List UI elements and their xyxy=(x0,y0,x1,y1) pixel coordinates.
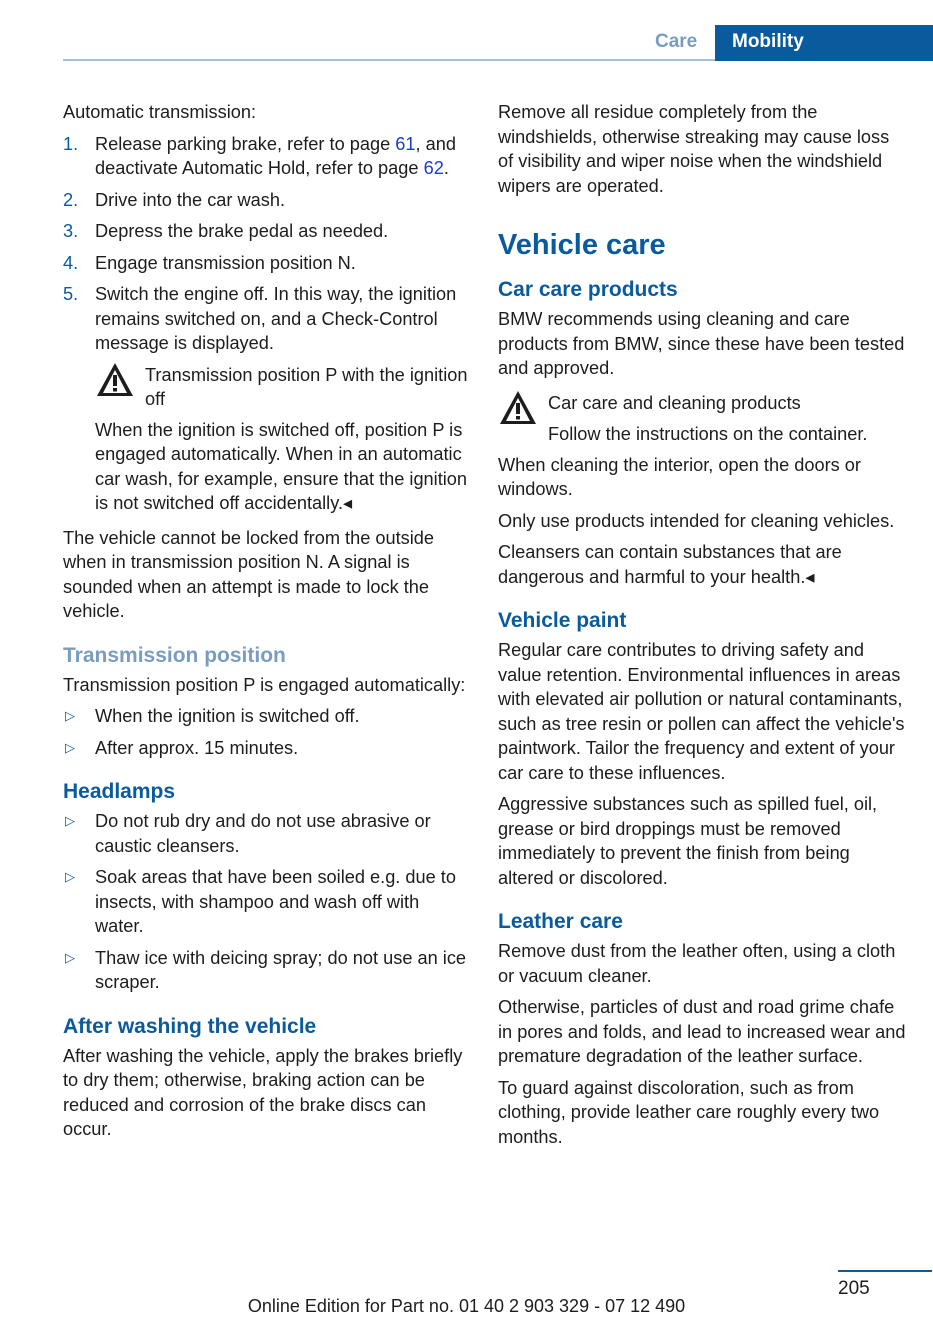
step-number: 4. xyxy=(63,252,79,273)
triangle-bullet-icon: ▷ xyxy=(65,949,75,965)
interior-text: When cleaning the interior, open the doors or windows. xyxy=(498,454,861,499)
step-text: Drive into the car wash. xyxy=(95,189,286,210)
page-number: 205 xyxy=(838,1278,870,1299)
header-section-care[interactable]: Care xyxy=(655,31,698,52)
lock-note: The vehicle cannot be locked from the outside when in transmission position N. A signal is sounded when an attempt is made to lock the vehicle. xyxy=(63,527,435,621)
chapter-label: Mobility xyxy=(732,31,804,52)
leather-text-2: Otherwise, particles of dust and road grime chafe in pores and folds, and lead to increased wear and premature degradation of the leather surface. xyxy=(498,997,906,1066)
header-chapter-mobility[interactable] xyxy=(715,25,933,61)
only-use-text: Only use products intended for cleaning vehicles. xyxy=(498,510,895,531)
step-text: . xyxy=(443,158,449,178)
item-text: When the ignition is switched off. xyxy=(95,706,360,726)
triangle-bullet-icon: ▷ xyxy=(65,813,75,828)
after-washing-heading: After washing the vehicle xyxy=(63,1014,317,1038)
warning-body: When the ignition is switched off, position P is engaged automatically. When in an automatic car wash, for example, ensure that the ignition is not switched off accidentally.◂ xyxy=(95,419,468,513)
list-item xyxy=(63,865,470,939)
vehicle-paint-heading: Vehicle paint xyxy=(498,609,627,632)
step-number: 3. xyxy=(63,221,79,241)
list-item xyxy=(63,251,470,276)
step-text: Depress the brake pedal as needed. xyxy=(95,221,389,241)
step-number: 5. xyxy=(63,284,79,304)
headlamps-list xyxy=(63,809,470,995)
item-text: Soak areas that have been soiled e.g. due to insects, with shampoo and wash off with water. xyxy=(95,867,456,936)
car-care-products-heading: Car care products xyxy=(498,278,678,301)
list-item xyxy=(63,188,470,213)
left-column xyxy=(63,100,470,1149)
list-item xyxy=(63,132,470,181)
cleansers-text: Cleansers can contain substances that are dangerous and harmful to your health.◂ xyxy=(498,542,842,587)
warning-heading-row xyxy=(95,363,470,412)
triangle-bullet-icon: ▷ xyxy=(65,708,75,723)
leather-care-heading: Leather care xyxy=(498,910,623,933)
transmission-position-heading: Transmission position xyxy=(63,643,286,667)
triangle-bullet-icon: ▷ xyxy=(65,869,75,884)
warning-body: Follow the instructions on the container. xyxy=(548,424,868,444)
paint-text-1: Regular care contributes to driving safety and value retention. Environmental influences in areas with elevated air pollution or natural contaminants, such as tree resin or pollen can affect the vehicle's paintwork. Tailor the frequency and extent of your car care to these influences. xyxy=(498,640,905,783)
step-text: , and deactivate Automatic Hold, refer to page xyxy=(95,133,456,178)
transmission-list xyxy=(63,704,470,760)
warning-triangle-icon xyxy=(498,389,538,427)
car-care-products-text: BMW recommends using cleaning and care products from BMW, since these have been tested and approved. xyxy=(498,309,905,378)
list-item xyxy=(63,946,470,995)
list-item xyxy=(63,736,470,761)
list-item xyxy=(63,282,470,356)
warning-title: Transmission position P with the ignition off xyxy=(145,364,468,409)
step-number: 2. xyxy=(63,189,79,210)
list-item xyxy=(63,704,470,729)
warning-title: Car care and cleaning products xyxy=(548,392,801,413)
item-text: Do not rub dry and do not use abrasive or caustic cleansers. xyxy=(95,811,431,856)
right-column xyxy=(498,100,908,1156)
vehicle-care-heading: Vehicle care xyxy=(498,229,666,261)
transmission-position-text: Transmission position P is engaged automatically: xyxy=(63,674,466,695)
warning-triangle-icon xyxy=(95,361,135,399)
paint-text-2: Aggressive substances such as spilled fuel, oil, grease or bird droppings must be removed immediately to prevent the finish from being altered or discolored. xyxy=(498,794,878,888)
page-number-rule xyxy=(838,1270,932,1272)
step-number: 1. xyxy=(63,133,79,154)
list-item xyxy=(63,219,470,244)
leather-text-3: To guard against discoloration, such as from clothing, provide leather care roughly every two months. xyxy=(498,1077,880,1147)
item-text: Thaw ice with deicing spray; do not use an ice scraper. xyxy=(95,947,467,992)
warning-block-transmission xyxy=(63,363,470,516)
item-text: After approx. 15 minutes. xyxy=(95,737,299,758)
list-item xyxy=(63,809,470,858)
headlamps-heading: Headlamps xyxy=(63,780,176,803)
step-text: Release parking brake, refer to page xyxy=(95,133,396,154)
steps-list xyxy=(63,132,470,356)
residue-text: Remove all residue completely from the windshields, otherwise streaking may cause loss of visibility and wiper noise when the windshield wipers are operated. xyxy=(498,102,890,196)
after-washing-text: After washing the vehicle, apply the brakes briefly to dry them; otherwise, braking action can be reduced and corrosion of the brake discs can occur. xyxy=(63,1045,463,1139)
step-text: Engage transmission position N. xyxy=(95,252,356,273)
page-link-61[interactable]: 61 xyxy=(395,133,416,154)
step-text: Switch the engine off. In this way, the ignition remains switched on, and a Check-Control message is displayed. xyxy=(95,284,457,353)
automatic-transmission-intro: Automatic transmission: xyxy=(63,102,257,122)
leather-text-1: Remove dust from the leather often, using a cloth or vacuum cleaner. xyxy=(498,941,896,986)
warning-block-products xyxy=(498,391,908,447)
triangle-bullet-icon: ▷ xyxy=(65,739,75,755)
page-link-62[interactable]: 62 xyxy=(423,158,444,178)
footer-edition: Online Edition for Part no. 01 40 2 903 329 - 07 12 490 xyxy=(247,1296,686,1316)
